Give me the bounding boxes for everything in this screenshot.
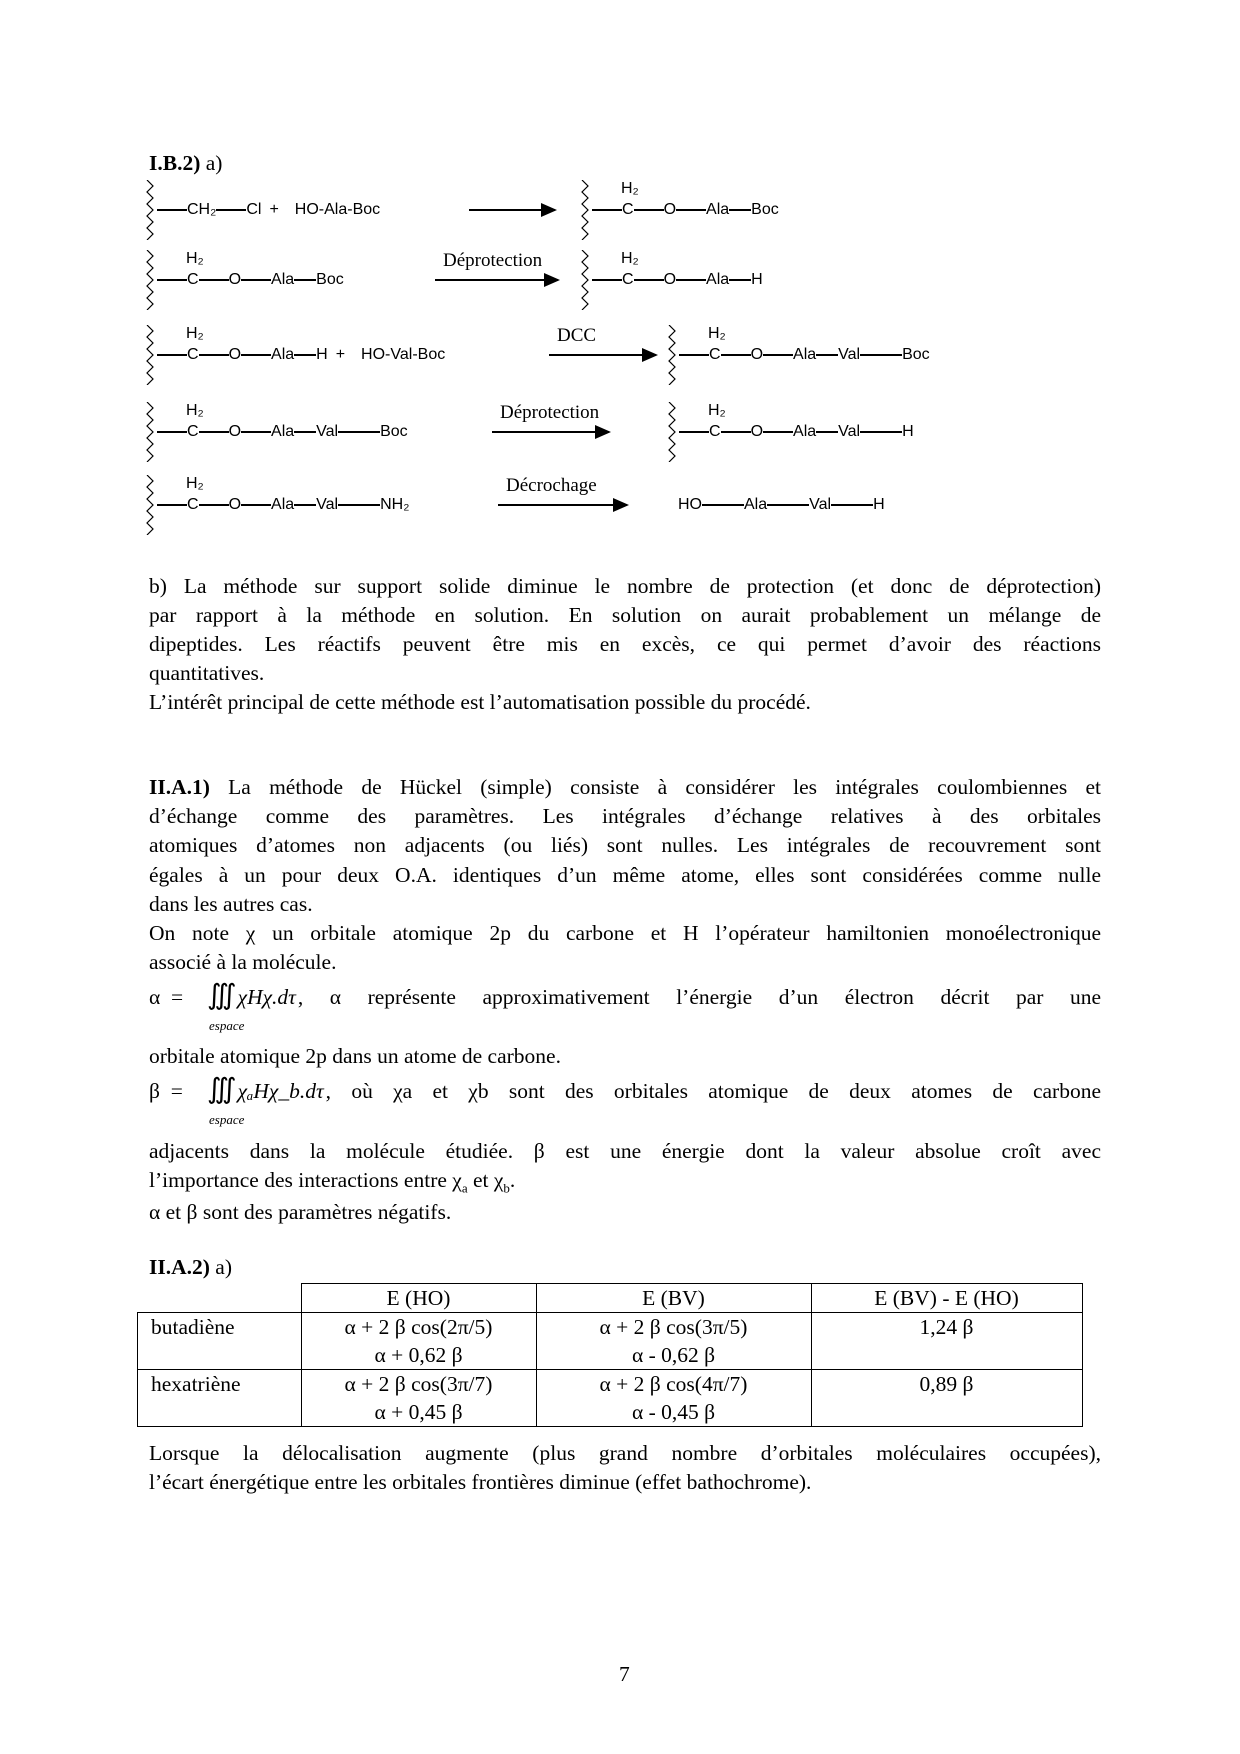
group-label: Ala xyxy=(793,346,817,363)
table-header: E (BV) xyxy=(536,1284,811,1313)
atom-with-h2 xyxy=(186,402,204,441)
bond-line xyxy=(199,504,229,506)
bond-line xyxy=(676,209,706,211)
integrand: χₐHχ_b.dτ xyxy=(237,1079,324,1103)
bond-line xyxy=(216,209,246,211)
group-label: CH₂ xyxy=(187,201,217,218)
iia1-line: associé à la molécule. xyxy=(149,950,337,974)
bond-line xyxy=(241,431,271,433)
table-cell xyxy=(536,1370,811,1427)
cell-line: α - 0,62 β xyxy=(631,1343,716,1367)
group-label: O xyxy=(663,271,677,288)
bond-line xyxy=(294,431,316,433)
beta-integral xyxy=(207,1074,324,1127)
resin-support-icon xyxy=(143,475,157,535)
bond-line xyxy=(294,504,316,506)
bond-line xyxy=(860,431,902,433)
hydrogen-label: H₂ xyxy=(186,250,204,267)
group-label: Ala xyxy=(706,201,730,218)
bond-line xyxy=(157,354,187,356)
resin-support-icon xyxy=(665,325,679,385)
bond-line xyxy=(831,504,873,506)
bond-line xyxy=(199,279,229,281)
reaction-arrow xyxy=(469,209,555,211)
reagent-text: + xyxy=(269,201,279,218)
group-label: Ala xyxy=(271,271,295,288)
atom-with-h2 xyxy=(186,475,204,514)
cell-line: α + 2 β cos(3π/7) xyxy=(344,1372,493,1396)
atom-with-h2 xyxy=(708,402,726,441)
reagent-text: + xyxy=(335,346,346,363)
reaction-arrow xyxy=(492,431,609,433)
arrow-label: Décrochage xyxy=(506,475,597,496)
structure xyxy=(665,325,930,385)
beta-definition xyxy=(149,1074,1101,1127)
bond-line xyxy=(767,504,809,506)
alpha-definition xyxy=(149,980,1101,1033)
row-label: hexatriène xyxy=(138,1370,302,1427)
group-label: Val xyxy=(809,496,832,513)
bond-line xyxy=(721,431,751,433)
para-b-line: L’intérêt principal de cette méthode est l’automatisation possible du procédé. xyxy=(149,690,811,714)
iia1-line: On note χ un orbitale atomique 2p du carbone et H l’opérateur hamiltonien monoélectronique xyxy=(149,921,1101,945)
group-label: Boc xyxy=(316,271,344,288)
bond-line xyxy=(676,279,706,281)
para-b-line: quantitatives. xyxy=(149,661,265,685)
table-cell xyxy=(301,1370,536,1427)
atom-label: C xyxy=(187,423,199,440)
bond-line xyxy=(763,354,793,356)
structure xyxy=(143,180,388,240)
group-label: Val xyxy=(838,346,861,363)
integral-domain: espace xyxy=(209,1112,245,1127)
iia1-line: d’échange comme des paramètres. Les intégrales d’échange relatives à des orbitales xyxy=(149,804,1101,828)
section-number: II.A.2) xyxy=(149,1255,210,1279)
cell-line: α + 2 β cos(2π/5) xyxy=(344,1315,493,1339)
cell-line: α - 0,45 β xyxy=(631,1400,716,1424)
table-cell xyxy=(301,1313,536,1370)
iia1-line: adjacents dans la molécule étudiée. β est une énergie dont la valeur absolue croît avec xyxy=(149,1139,1101,1163)
group-label: H xyxy=(316,346,328,363)
atom-with-h2 xyxy=(708,325,726,364)
bond-line xyxy=(592,209,622,211)
triple-integral-icon: ∭ xyxy=(207,1074,228,1105)
bond-line xyxy=(294,279,316,281)
hydrogen-label: H₂ xyxy=(186,402,204,419)
bond-line xyxy=(592,279,622,281)
atom-label: C xyxy=(187,346,199,363)
subscript: a xyxy=(461,1180,468,1196)
atom-with-h2 xyxy=(621,250,639,289)
integral-domain: espace xyxy=(209,1018,245,1033)
group-label: O xyxy=(663,201,677,218)
hydrogen-label: H₂ xyxy=(186,475,204,492)
group-label: Ala xyxy=(793,423,817,440)
iia1-line: atomiques d’atomes non adjacents (ou liés) sont nulles. Les intégrales de recouvrement sont xyxy=(149,833,1101,857)
integrand: χHχ.dτ xyxy=(237,985,296,1009)
reaction-arrow xyxy=(498,504,627,506)
structure xyxy=(578,250,763,310)
atom-label: C xyxy=(709,423,721,440)
beta-lhs: β = xyxy=(149,1078,183,1103)
hydrogen-label: H₂ xyxy=(621,180,639,197)
bond-line xyxy=(157,504,187,506)
group-label: O xyxy=(228,271,242,288)
group-label: HO xyxy=(678,496,702,513)
bond-line xyxy=(816,431,838,433)
group-label: Val xyxy=(316,496,339,513)
table-cell: 1,24 β xyxy=(811,1313,1082,1370)
hydrogen-label: H₂ xyxy=(186,325,204,342)
group-label: Ala xyxy=(271,346,295,363)
reaction-arrow xyxy=(435,279,558,281)
section-number: I.B.2) xyxy=(149,151,201,175)
structure xyxy=(678,475,885,535)
group-label: O xyxy=(750,346,764,363)
bond-line xyxy=(294,354,316,356)
hydrogen-label: H₂ xyxy=(621,250,639,267)
table-corner xyxy=(138,1284,302,1313)
bond-line xyxy=(679,431,709,433)
resin-support-icon xyxy=(143,250,157,310)
resin-support-icon xyxy=(578,250,592,310)
atom-label: C xyxy=(709,346,721,363)
arrow-label: Déprotection xyxy=(500,402,600,423)
resin-support-icon xyxy=(665,402,679,462)
reaction-arrow xyxy=(549,354,656,356)
atom-with-h2 xyxy=(186,325,204,364)
alpha-lhs: α = xyxy=(149,984,184,1009)
atom-label: C xyxy=(622,271,634,288)
group-label: Boc xyxy=(902,346,930,363)
resin-support-icon xyxy=(143,180,157,240)
iia1-line: égales à un pour deux O.A. identiques d’un même atome, elles sont considérées comme nulle xyxy=(149,863,1101,887)
section-suffix: a) xyxy=(200,151,223,175)
triple-integral-icon: ∭ xyxy=(207,980,228,1011)
hydrogen-label: H₂ xyxy=(708,402,726,419)
group-label: Val xyxy=(838,423,861,440)
group-label: Ala xyxy=(744,496,768,513)
atom-with-h2 xyxy=(621,180,639,219)
bond-line xyxy=(634,279,664,281)
conclusion-line: l’écart énergétique entre les orbitales frontières diminue (effet bathochrome). xyxy=(149,1470,812,1494)
group-label: O xyxy=(750,423,764,440)
subscript: b xyxy=(503,1180,510,1196)
reagent-text: HO-Ala-Boc xyxy=(294,201,381,218)
section-heading-ib2 xyxy=(149,148,1101,178)
para-b-line: dipeptides. Les réactifs peuvent être mis en excès, ce qui permet d’avoir des réactions xyxy=(149,632,1101,656)
text: et χ xyxy=(467,1168,504,1192)
table-cell xyxy=(536,1313,811,1370)
atom-with-h2 xyxy=(186,250,204,289)
table-header-row xyxy=(138,1284,1083,1313)
bond-line xyxy=(157,279,187,281)
group-label: Val xyxy=(316,423,339,440)
row-label: butadiène xyxy=(138,1313,302,1370)
group-label: H xyxy=(873,496,885,513)
group-label: Ala xyxy=(706,271,730,288)
conclusion-line: Lorsque la délocalisation augmente (plus grand nombre d’orbitales moléculaires occupées), xyxy=(149,1441,1101,1465)
bond-line xyxy=(157,209,187,211)
page-number: 7 xyxy=(619,1662,630,1686)
text: . xyxy=(509,1168,516,1192)
structure xyxy=(143,402,408,462)
cell-line: α + 0,62 β xyxy=(374,1343,463,1367)
iia1-line: orbitale atomique 2p dans un atome de carbone. xyxy=(149,1044,561,1068)
bond-line xyxy=(702,504,744,506)
group-label: Boc xyxy=(380,423,408,440)
cell-line: α + 2 β cos(3π/5) xyxy=(599,1315,748,1339)
table-row xyxy=(138,1313,1083,1370)
beta-text: , où χa et χb sont des orbitales atomique de deux atomes de carbone xyxy=(325,1078,1101,1103)
group-label: Cl xyxy=(246,201,262,218)
resin-support-icon xyxy=(143,402,157,462)
para-b-line: b) La méthode sur support solide diminue le nombre de protection (et donc de déprotection) xyxy=(149,574,1101,598)
bond-line xyxy=(763,431,793,433)
structure xyxy=(143,250,344,310)
bond-line xyxy=(721,354,751,356)
group-label: Boc xyxy=(751,201,779,218)
group-label: O xyxy=(228,423,242,440)
iia1-line: α et β sont des paramètres négatifs. xyxy=(149,1200,452,1224)
atom-label: C xyxy=(187,496,199,513)
atom-label: C xyxy=(187,271,199,288)
bond-line xyxy=(729,209,751,211)
bond-line xyxy=(729,279,751,281)
structure xyxy=(665,402,914,462)
section-heading-iia2 xyxy=(149,1252,1101,1282)
group-label: Ala xyxy=(271,496,295,513)
table-row xyxy=(138,1370,1083,1427)
structure xyxy=(578,180,779,240)
bond-line xyxy=(241,279,271,281)
bond-line xyxy=(634,209,664,211)
group-label: O xyxy=(228,346,242,363)
structure xyxy=(143,325,453,385)
group-label: O xyxy=(228,496,242,513)
para-b-line: par rapport à la méthode en solution. En solution on aurait probablement un mélange de xyxy=(149,603,1101,627)
section-suffix: a) xyxy=(209,1255,232,1279)
resin-support-icon xyxy=(578,180,592,240)
table-cell: 0,89 β xyxy=(811,1370,1082,1427)
bond-line xyxy=(816,354,838,356)
bond-line xyxy=(199,431,229,433)
bond-line xyxy=(157,431,187,433)
section-number: II.A.1) xyxy=(149,775,210,799)
text: La méthode de Hückel (simple) consiste à considérer les intégrales coulombiennes et xyxy=(209,775,1101,799)
bond-line xyxy=(241,504,271,506)
arrow-label: DCC xyxy=(557,325,597,346)
resin-support-icon xyxy=(143,325,157,385)
hydrogen-label: H₂ xyxy=(708,325,726,342)
cell-line: α + 2 β cos(4π/7) xyxy=(599,1372,748,1396)
bond-line xyxy=(679,354,709,356)
table-header: E (BV) - E (HO) xyxy=(811,1284,1082,1313)
alpha-text: , α représente approximativement l’énergie d’un électron décrit par une xyxy=(297,984,1101,1009)
group-label: Ala xyxy=(271,423,295,440)
bond-line xyxy=(338,504,380,506)
cell-line: α + 0,45 β xyxy=(374,1400,463,1424)
structure xyxy=(143,475,409,535)
table-header: E (HO) xyxy=(301,1284,536,1313)
bond-line xyxy=(338,431,380,433)
group-label: NH₂ xyxy=(380,496,410,513)
iia1-line xyxy=(149,772,1101,802)
arrow-label: Déprotection xyxy=(443,250,543,271)
group-label: H xyxy=(902,423,914,440)
energy-table xyxy=(137,1283,1083,1427)
text: l’importance des interactions entre χ xyxy=(149,1168,462,1192)
bond-line xyxy=(199,354,229,356)
alpha-integral xyxy=(207,980,296,1033)
reagent-text: HO-Val-Boc xyxy=(361,346,446,363)
group-label: H xyxy=(751,271,763,288)
iia1-line: dans les autres cas. xyxy=(149,892,313,916)
bond-line xyxy=(860,354,902,356)
atom-label: C xyxy=(622,201,634,218)
bond-line xyxy=(241,354,271,356)
